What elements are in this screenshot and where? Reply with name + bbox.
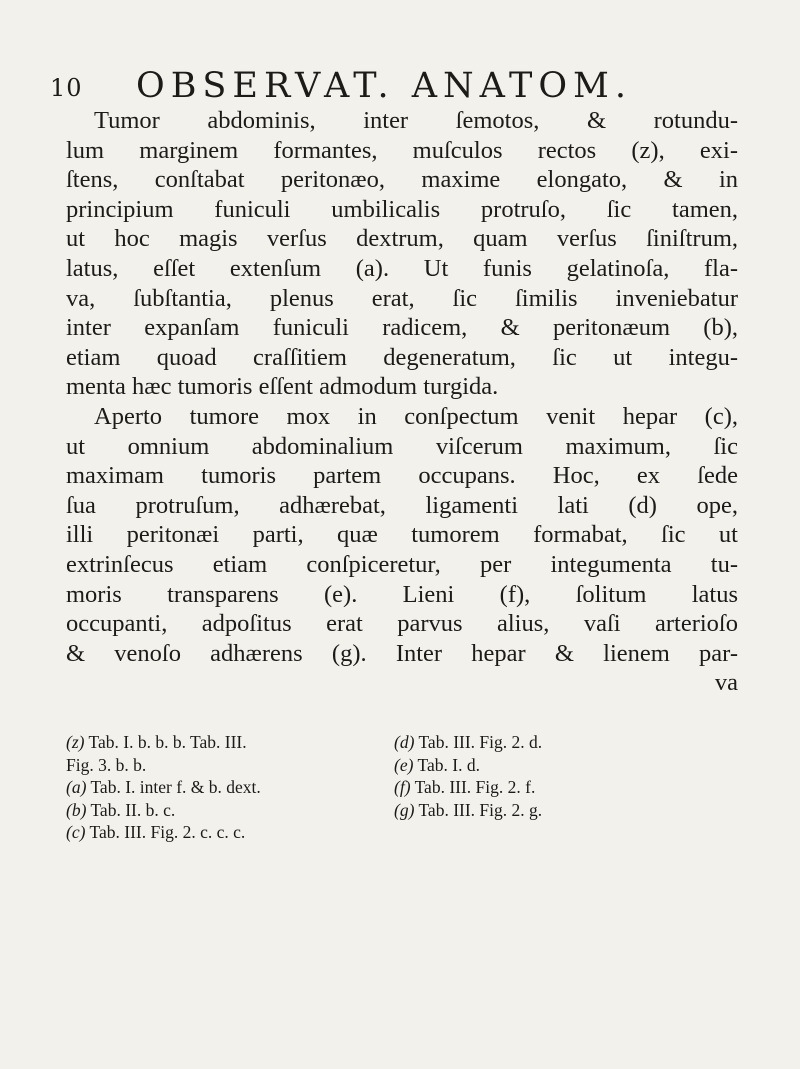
text-line: extrinſecus etiam conſpiceretur, per integumenta tu- [66,550,738,578]
text-line: maximam tumoris partem occupans. Hoc, ex ſede [66,462,738,490]
text-line: etiam quoad craſſitiem degeneratum, ſic ut integu- [66,343,738,371]
text-line: Aperto tumore mox in conſpectum venit hepar (c), [94,402,738,430]
footnotes-right-column [394,731,744,821]
text-line: inter expanſam funiculi radicem, & peritonæum (b), [66,314,738,342]
text-line: illi peritonæi parti, quæ tumorem formabat, ſic ut [66,521,738,549]
text-line: lum marginem formantes, muſculos rectos (z), exi- [66,136,738,164]
text-line: moris transparens (e). Lieni (f), ſolitum latus [66,580,738,608]
footnote: (z) Tab. I. b. b. b. Tab. III. [66,732,247,752]
text-line: Tumor abdominis, inter ſemotos, & rotundu- [94,107,738,134]
text-line: principium funiculi umbilicalis protruſo, ſic tamen, [66,195,738,223]
footnote: (c) Tab. III. Fig. 2. c. c. c. [66,822,246,842]
text-line: ut hoc magis verſus dextrum, quam verſus ſiniſtrum, [66,225,738,253]
page-number: 10 [50,74,83,102]
footnote-continuation: Fig. 3. b. b. [66,754,147,775]
text-line: ſua protruſum, adhærebat, ligamenti lati (d) ope, [66,491,738,519]
text-line: menta hæc tumoris eſſent admodum turgida. [66,373,499,401]
text-line: ut omnium abdominalium viſcerum maximum, ſic [66,432,738,460]
text-line: occupanti, adpoſitus erat parvus alius, vaſi arterioſo [66,610,738,638]
text-line: latus, eſſet extenſum (a). Ut funis gelatinoſa, fla- [66,254,738,282]
text-line: & venoſo adhærens (g). Inter hepar & lienem par- [66,639,738,667]
footnotes-left-column [66,731,376,844]
catchword: va [714,669,738,697]
footnote: (f) Tab. III. Fig. 2. f. [394,777,536,797]
running-title: OBSERVAT. ANATOM. [136,66,633,106]
text-line: va, ſubſtantia, plenus erat, ſic ſimilis inveniebatur [66,284,738,312]
body-text [66,106,738,698]
footnote: (b) Tab. II. b. c. [66,799,176,820]
footnote: (d) Tab. III. Fig. 2. d. [394,732,543,752]
text-line: ſtens, conſtabat peritonæo, maxime elongato, & in [66,166,738,194]
page-header [50,66,750,106]
footnote: (e) Tab. I. d. [394,754,480,775]
footnote: (g) Tab. III. Fig. 2. g. [394,799,543,820]
footnote: (a) Tab. I. inter f. & b. dext. [66,777,261,797]
